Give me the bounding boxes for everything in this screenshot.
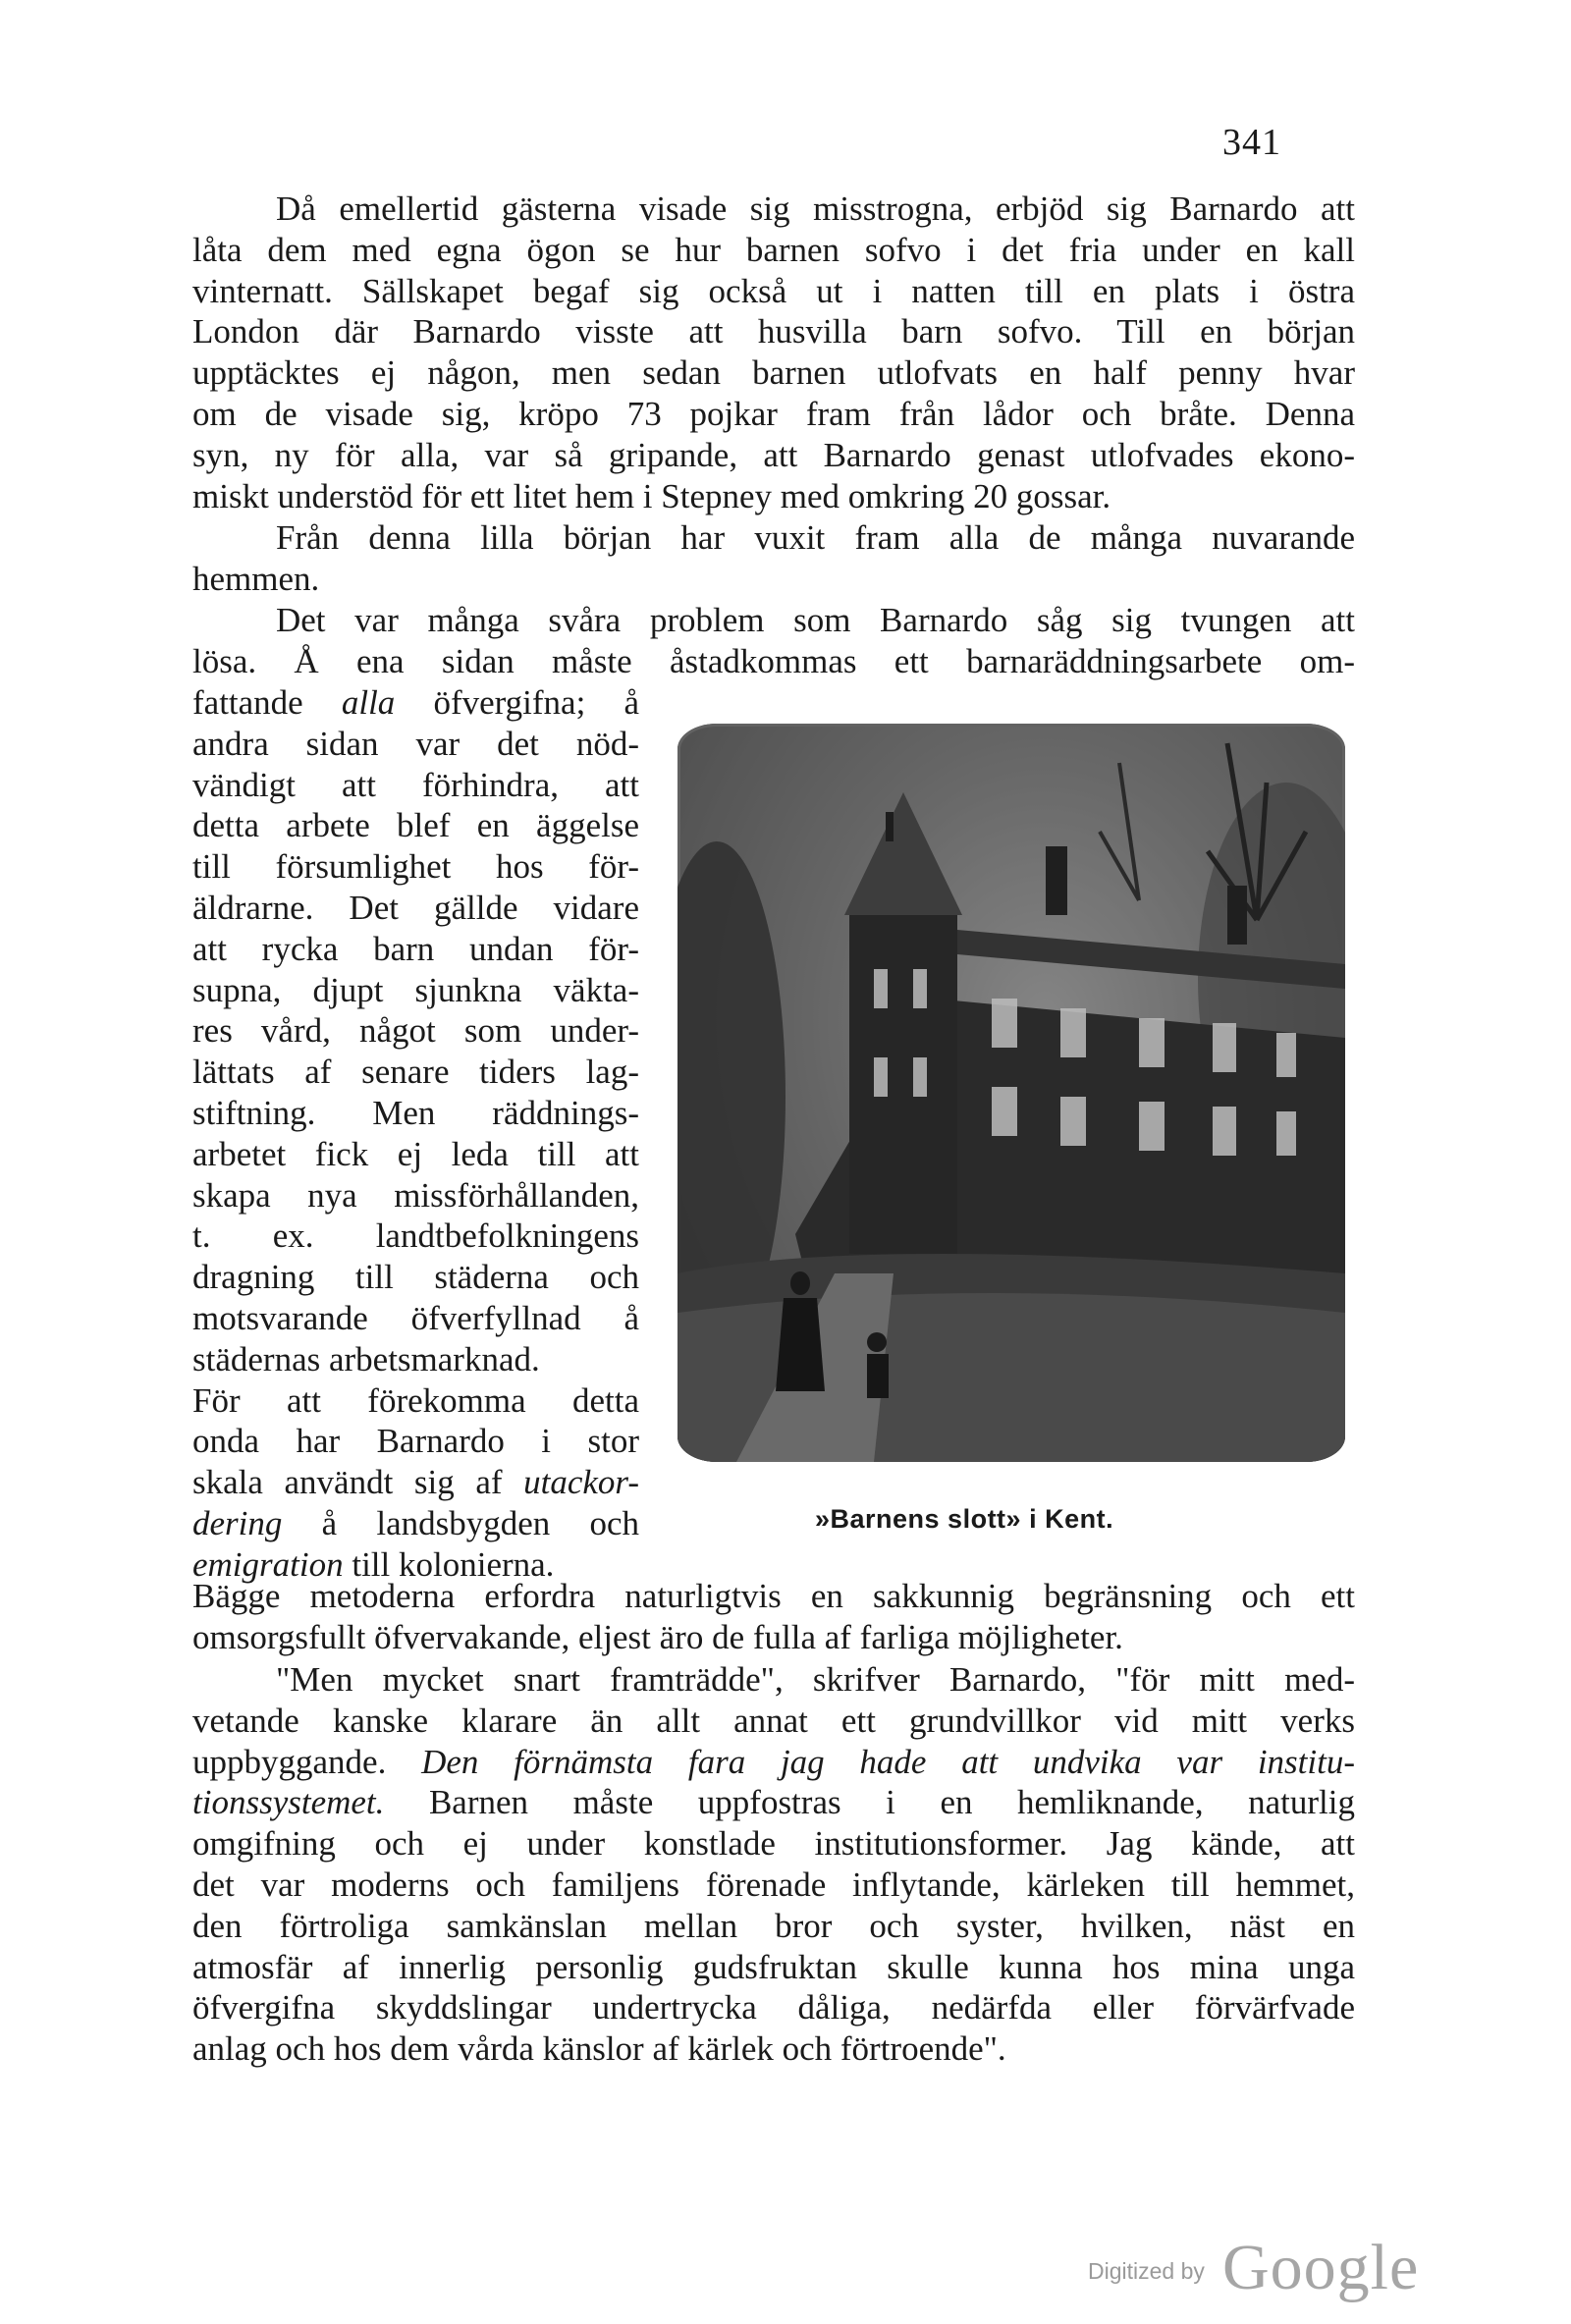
wrapped-line: äldrarne. Det gällde vidare: [192, 888, 639, 927]
wrapped-line: res vård, något som under-: [192, 1011, 639, 1051]
wrapped-line: till försumlighet hos för-: [192, 847, 639, 887]
wrapped-line: städernas arbetsmarknad.: [192, 1339, 540, 1378]
paragraph-5-line: "Men mycket snart framträdde", skrifver Barnardo, "för mitt med-: [276, 1660, 1355, 1699]
wrapped-line: detta arbete blef en äggelse: [192, 806, 639, 845]
paragraph-2-line: Från denna lilla början har vuxit fram alla de många nuvarande: [276, 518, 1355, 557]
paragraph-1-line: syn, ny för alla, var så gripande, att Barnardo genast utlofvades ekono-: [192, 435, 1355, 474]
paragraph-2-line: hemmen.: [192, 559, 320, 598]
paragraph-1-line: London där Barnardo visste att husvilla barn sofvo. Till en början: [192, 312, 1355, 351]
paragraph-5-line: det var moderns och familjens förenade inflytande, kärleken till hemmet,: [192, 1865, 1355, 1904]
wrapped-line: onda har Barnardo i stor: [192, 1422, 639, 1461]
paragraph-1: [192, 189, 1355, 516]
paragraph-4: [192, 1576, 1355, 1658]
paragraph-5-line: atmosfär af innerlig personlig gudsfruktan skulle kunna hos mina unga: [192, 1947, 1355, 1986]
wrapped-line: För att förekomma detta: [192, 1380, 639, 1420]
paragraph-5-line: uppbyggande. Den förnämsta fara jag hade att undvika var institu-: [192, 1742, 1355, 1781]
wrapped-line: lättats af senare tiders lag-: [192, 1053, 639, 1092]
paragraph-1-line: Då emellertid gästerna visade sig misstrogna, erbjöd sig Barnardo att: [276, 189, 1355, 228]
wrapped-line: andra sidan var det nöd-: [192, 724, 639, 763]
wrapped-line: vändigt att förhindra, att: [192, 765, 639, 804]
castle-illustration: [677, 724, 1345, 1462]
wrapped-line: dragning till städerna och: [192, 1258, 639, 1297]
paragraph-1-line: låta dem med egna ögon se hur barnen sofvo i det fria under en kall: [192, 230, 1355, 269]
paragraph-1-line: miskt understöd för ett litet hem i Stepney med omkring 20 gossar.: [192, 476, 1111, 515]
wrapped-line: skapa nya missförhållanden,: [192, 1175, 639, 1215]
wrapped-line: skala användt sig af utackor-: [192, 1463, 639, 1502]
wrapped-line: dering å landsbygden och: [192, 1503, 639, 1542]
wrapped-line: fattande alla öfvergifna; å: [192, 683, 639, 722]
digitized-by-label: Digitized by: [1088, 2258, 1205, 2284]
paragraph-2: [192, 517, 1355, 600]
wrapped-text-column: [192, 682, 639, 1586]
paragraph-5-line: tionssystemet. Barnen måste uppfostras i en hemliknande, naturlig: [192, 1783, 1355, 1822]
wrapped-line: arbetet fick ej leda till att: [192, 1134, 639, 1173]
paragraph-5-line: öfvergifna skyddslingar undertrycka dåliga, nedärfda eller förvärfvade: [192, 1988, 1355, 2027]
paragraph-4-line: omsorgsfullt öfvervakande, eljest äro de fulla af farliga möjligheter.: [192, 1617, 1123, 1656]
paragraph-5: [192, 1659, 1355, 2070]
paragraph-1-line: om de visade sig, kröpo 73 pojkar fram från lådor och bråte. Denna: [192, 394, 1355, 433]
figure-caption: »Barnens slott» i Kent.: [815, 1504, 1114, 1534]
wrapped-line: supna, djupt sjunkna väkta-: [192, 970, 639, 1009]
castle-photograph: [677, 724, 1345, 1462]
paragraph-5-line: den förtroliga samkänslan mellan bror och syster, hvilken, näst en: [192, 1906, 1355, 1945]
page-number: 341: [1222, 122, 1281, 163]
wrapped-line: t. ex. landtbefolkningens: [192, 1216, 639, 1256]
paragraph-3-line: lösa. Å ena sidan måste åstadkommas ett barnaräddningsarbete om-: [192, 641, 1355, 680]
wrapped-line: emigration till kolonierna.: [192, 1544, 555, 1584]
paragraph-5-line: anlag och hos dem vårda känslor af kärlek och förtroende".: [192, 2029, 1006, 2069]
google-logo: Google: [1222, 2232, 1420, 2303]
paragraph-4-line: Bägge metoderna erfordra naturligtvis en sakkunnig begränsning och ett: [192, 1577, 1355, 1615]
wrapped-line: stiftning. Men räddnings-: [192, 1093, 639, 1132]
paragraph-1-line: upptäcktes ej någon, men sedan barnen utlofvats en half penny hvar: [192, 353, 1355, 393]
paragraph-3-line: Det var många svåra problem som Barnardo såg sig tvungen att: [276, 601, 1355, 639]
paragraph-3: [192, 600, 1355, 682]
paragraph-5-line: omgifning och ej under konstlade institutionsformer. Jag kände, att: [192, 1824, 1355, 1864]
paragraph-1-line: vinternatt. Sällskapet begaf sig också ut i natten till en plats i östra: [192, 271, 1355, 310]
wrapped-line: att rycka barn undan för-: [192, 929, 639, 968]
wrapped-line: motsvarande öfverfyllnad å: [192, 1298, 639, 1337]
paragraph-5-line: vetande kanske klarare än allt annat ett grundvillkor vid mitt verks: [192, 1701, 1355, 1740]
